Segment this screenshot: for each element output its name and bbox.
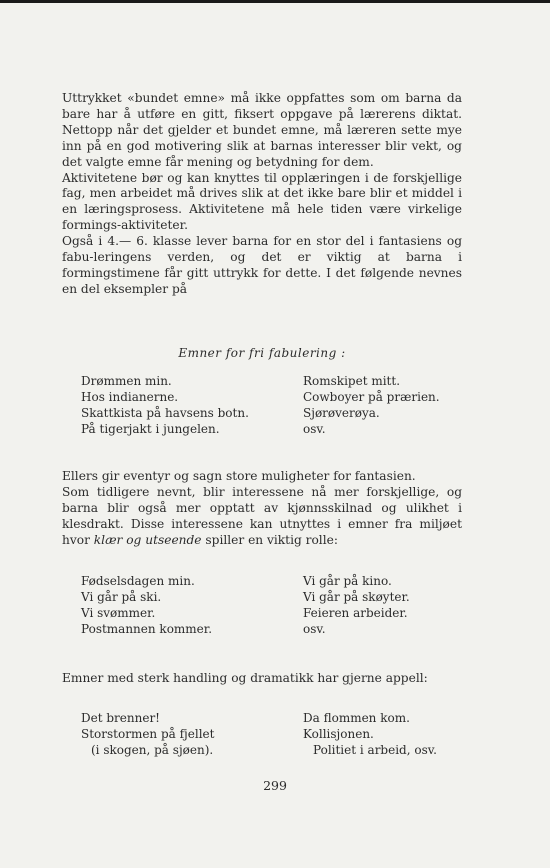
list-item: Kollisjonen. (303, 727, 374, 741)
environment-text (62, 469, 462, 549)
list-row (81, 726, 461, 742)
page-number: 299 (263, 778, 287, 793)
list-item: Skattkista på havsens botn. (81, 406, 249, 420)
list-row (81, 373, 461, 389)
list-item: Drømmen min. (81, 374, 172, 388)
list-item: osv. (303, 422, 326, 436)
list-row (81, 589, 461, 605)
list-row (81, 389, 461, 405)
list-row (81, 710, 461, 726)
drama-text (62, 671, 462, 687)
paragraph-5 (62, 485, 462, 549)
list-item: Vi går på ski. (81, 590, 162, 604)
list-item: Hos indianerne. (81, 390, 179, 404)
list-item: (i skogen, på sjøen). (91, 743, 214, 757)
page-top-edge (0, 0, 550, 3)
environment-topic-list (81, 573, 461, 637)
list-row (81, 573, 461, 589)
list-item: Romskipet mitt. (303, 374, 401, 388)
section-heading: Emner for fri fabulering : (178, 346, 346, 360)
fabulation-topic-list (81, 373, 461, 437)
list-item: Fødselsdagen min. (81, 574, 195, 588)
list-row (81, 421, 461, 437)
paragraph-5-start: Som tidligere nevnt, blir interessene nå mer forskjellige, og barna blir også mer opptatt av kjønnsskilnad og ulikhet i klesdrakt. Disse interessene kan utnyttes i emner fra miljøet hvor (62, 484, 462, 547)
list-item: osv. (303, 622, 326, 636)
paragraph-4: Ellers gir eventyr og sagn store muligheter for fantasien. (62, 469, 416, 483)
list-item: Det brenner! (81, 711, 160, 725)
paragraph-1: Uttrykket «bundet emne» må ikke oppfattes som om barna da bare har å utføre en gitt, fiksert oppgave på lærerens diktat. Nettopp når det gjelder et bundet emne, må læreren sette mye inn på en god motivering slik at barnas interesser blir vekt, og det valgte emne får mening og betydning for dem. (62, 91, 462, 169)
list-item: Sjørøverøya. (303, 406, 380, 420)
list-item: Feieren arbeider. (303, 606, 408, 620)
list-item: På tigerjakt i jungelen. (81, 422, 220, 436)
list-item: Cowboyer på prærien. (303, 390, 440, 404)
list-row (81, 605, 461, 621)
list-row (81, 621, 461, 637)
list-item: Storstormen på fjellet (81, 727, 215, 741)
emphasis-text: klær og utseende (93, 532, 202, 547)
paragraph-5-end: spiller en viktig rolle: (201, 532, 338, 547)
intro-text (62, 91, 462, 298)
drama-topic-list (81, 710, 461, 758)
list-item: Postmannen kommer. (81, 622, 213, 636)
list-item: Politiet i arbeid, osv. (313, 743, 437, 757)
paragraph-3: Også i 4.— 6. klasse lever barna for en stor del i fantasiens og fabu-leringens verden, og det er viktig at barna i formingstimene får gitt uttrykk for dette. I det følgende nevnes en del eksempler på (62, 234, 462, 296)
list-row (81, 742, 461, 758)
list-item: Vi går på kino. (303, 574, 392, 588)
paragraph-6: Emner med sterk handling og dramatikk har gjerne appell: (62, 671, 428, 685)
paragraph-2: Aktivitetene bør og kan knyttes til opplæringen i de forskjellige fag, men arbeidet må drives slik at det ikke bare blir et middel i en læringsprosess. Aktivitetene må hele tiden være virkelige formings-aktiviteter. (62, 170, 462, 233)
list-row (81, 405, 461, 421)
list-item: Vi går på skøyter. (303, 590, 410, 604)
list-item: Vi svømmer. (81, 606, 156, 620)
list-item: Da flommen kom. (303, 711, 410, 725)
